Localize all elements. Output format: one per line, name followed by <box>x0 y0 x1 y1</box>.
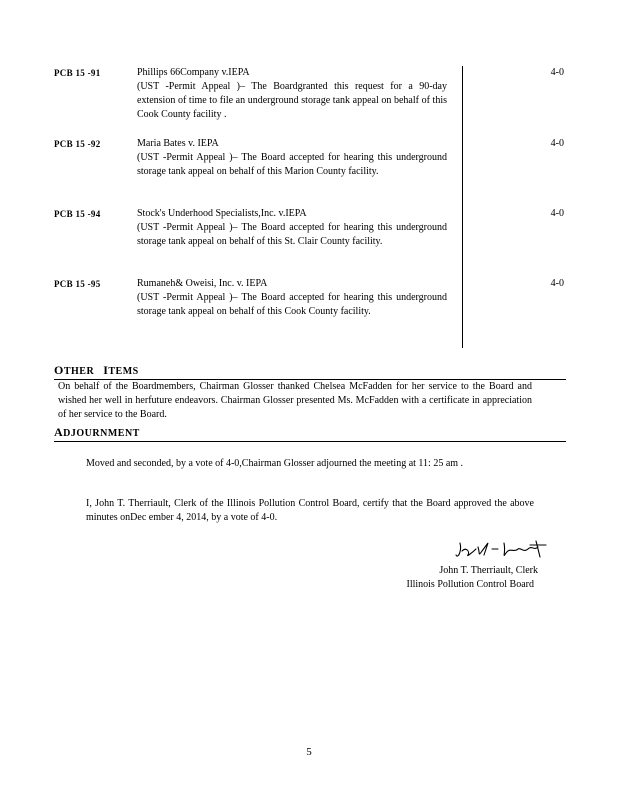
certification-paragraph: I, John T. Therriault, Clerk of the Illinois Pollution Control Board, certify that the Board approved the above minutes onDec ember 4, 2014, by a vote of 4-0. <box>86 498 534 523</box>
case-number: PCB 15 -91 <box>54 68 101 78</box>
clerk-organization: Illinois Pollution Control Board <box>406 579 534 590</box>
adjournment-heading: ADJOURNMENT <box>54 425 566 442</box>
case-vote: 4-0 <box>550 208 564 219</box>
clerk-name: John T. Therriault, Clerk <box>439 565 538 576</box>
case-title: Rumaneh& Oweisi, Inc. v. IEPA <box>137 278 268 289</box>
case-number: PCB 15 -94 <box>54 209 101 219</box>
other-items-heading: OTHER ITEMS <box>54 363 566 380</box>
case-body <box>137 207 447 249</box>
case-body <box>137 137 447 179</box>
adjournment-paragraph: Moved and seconded, by a vote of 4-0,Chairman Glosser adjourned the meeting at 11: 25 am . <box>86 458 464 469</box>
case-description: (UST -Permit Appeal )– The Board accepted for hearing this underground storage tank appeal on behalf of this St. Clair County facility. <box>137 222 447 247</box>
case-vote: 4-0 <box>550 67 564 78</box>
case-number: PCB 15 -95 <box>54 279 101 289</box>
case-description: (UST -Permit Appeal )– The Board accepted for hearing this underground storage tank appeal on behalf of this Marion County facility. <box>137 152 447 177</box>
case-title: Stock's Underhood Specialists,Inc. v.IEPA <box>137 208 307 219</box>
case-body <box>137 277 447 319</box>
case-description: (UST -Permit Appeal )– The Board accepted for hearing this underground storage tank appeal on behalf of this Cook County facility. <box>137 292 447 317</box>
case-body <box>137 66 447 122</box>
case-title: Phillips 66Company v.IEPA <box>137 67 250 78</box>
other-items-text: On behalf of the Boardmembers, Chairman Glosser thanked Chelsea McFadden for her service to the Board and wished her well in herfuture endeavors. Chairman Glosser presented Ms. McFadden with a certificate in appreciation of her service to the Board. <box>58 381 532 420</box>
case-title: Maria Bates v. IEPA <box>137 138 219 149</box>
case-list <box>54 66 564 348</box>
clerk-signature-image <box>454 537 548 563</box>
page-number: 5 <box>306 746 312 758</box>
case-number: PCB 15 -92 <box>54 139 101 149</box>
case-vote: 4-0 <box>550 138 564 149</box>
case-description: (UST -Permit Appeal )– The Boardgranted this request for a 90-day extension of time to file an underground storage tank appeal on behalf of this Cook County facility . <box>137 81 447 120</box>
case-vote: 4-0 <box>550 278 564 289</box>
